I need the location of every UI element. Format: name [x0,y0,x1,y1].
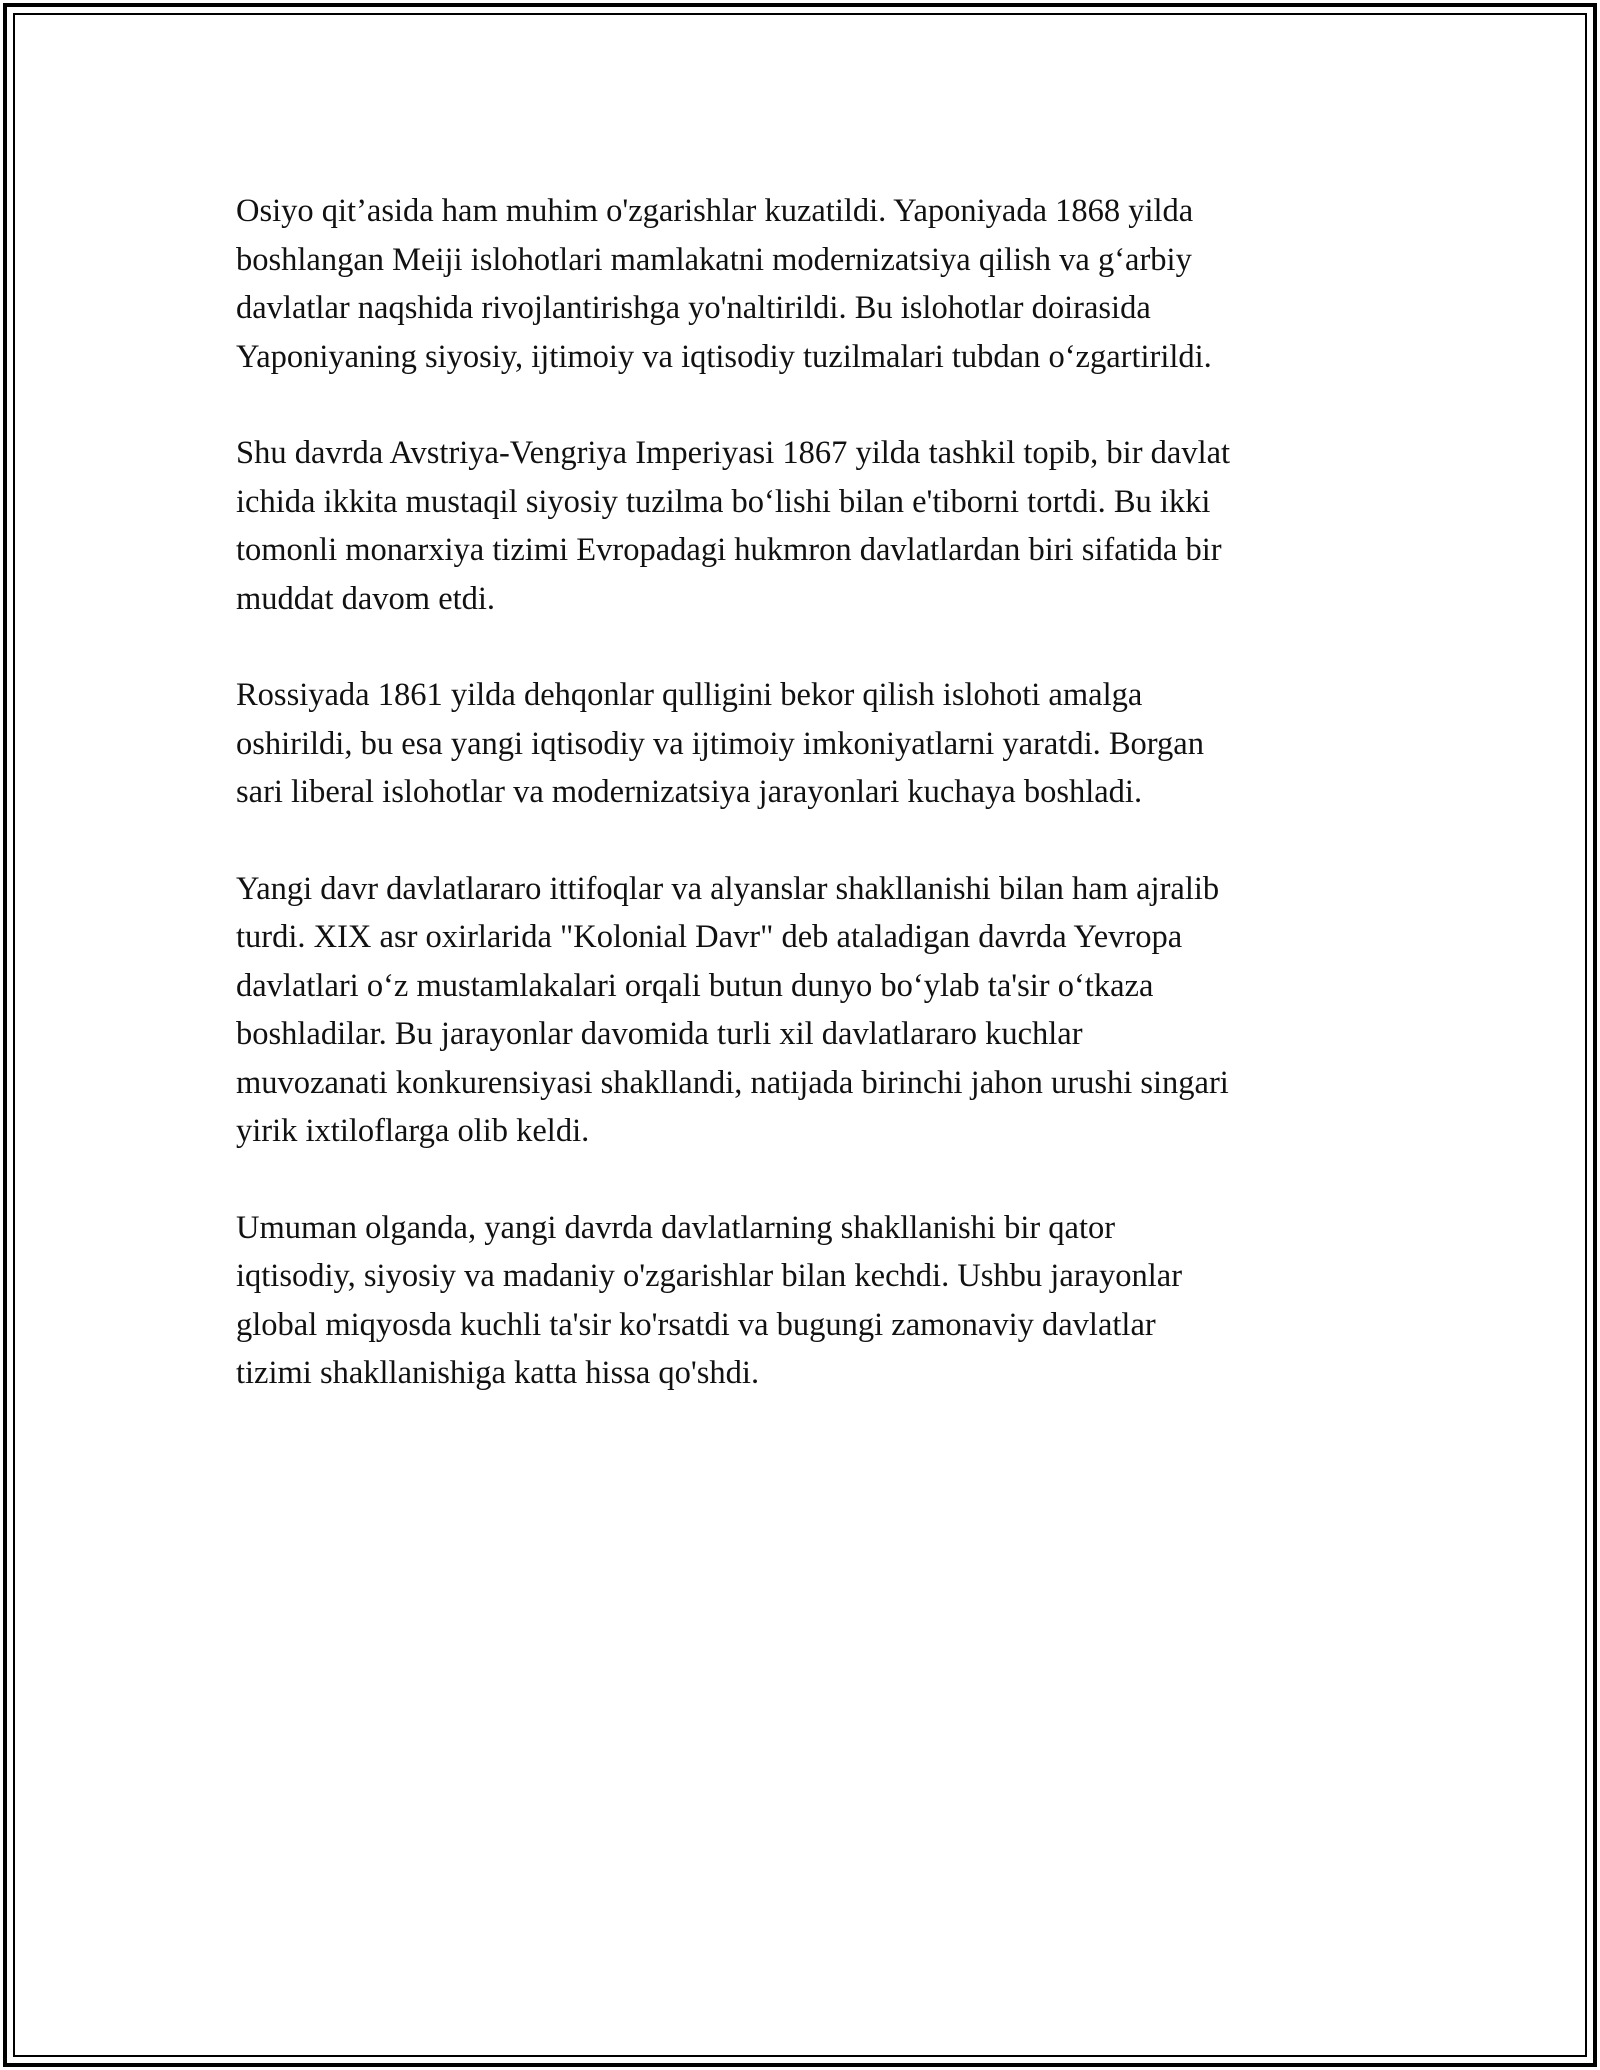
text-line: Shu davrda Avstriya-Vengriya Imperiyasi 1867 yilda tashkil topib, bir davlat [236,435,1231,471]
text-line: boshlangan Meiji islohotlari mamlakatni modernizatsiya qilish va g‘arbiy [236,241,1192,278]
text-line: boshladilar. Bu jarayonlar davomida turli xil davlatlararo kuchlar [236,1016,1083,1052]
text-line: sari liberal islohotlar va modernizatsiya jarayonlari kuchaya boshladi. [236,774,1143,810]
text-line: Yaponiyaning siyosiy, ijtimoiy va iqtisodiy tuzilmalari tubdan o‘zgartirildi. [236,338,1212,375]
text-line: Osiyo qit’asida ham muhim o'zgarishlar kuzatildi. Yaponiyada 1868 yilda [236,193,1194,229]
paragraph-russia [236,671,1376,817]
paragraph-conclusion [236,1204,1376,1398]
text-line: tizimi shakllanishiga katta hissa qo'shdi. [236,1355,760,1391]
document-body [236,187,1376,1446]
text-line: muvozanati konkurensiyasi shakllandi, natijada birinchi jahon urushi singari [236,1064,1229,1101]
text-line: Umuman olganda, yangi davrda davlatlarning shakllanishi bir qator [236,1209,1116,1246]
text-line: oshirildi, bu esa yangi iqtisodiy va ijtimoiy imkoniyatlarni yaratdi. Borgan [236,725,1204,762]
paragraph-alliances [236,865,1376,1156]
text-line: turdi. XIX asr oxirlarida "Kolonial Davr" deb ataladigan davrda Yevropa [236,919,1183,955]
text-line: ichida ikkita mustaqil siyosiy tuzilma bo‘lishi bilan e'tiborni tortdi. Bu ikki [236,483,1211,520]
text-line: Yangi davr davlatlararo ittifoqlar va alyanslar shakllanishi bilan ham ajralib [236,870,1220,907]
text-line: Rossiyada 1861 yilda dehqonlar qulligini bekor qilish islohoti amalga [236,677,1143,713]
paragraph-meiji [236,187,1376,381]
paragraph-austria-hungary [236,429,1376,623]
text-line: yirik ixtiloflarga olib keldi. [236,1113,590,1149]
text-line: muddat davom etdi. [236,580,496,617]
text-line: tomonli monarxiya tizimi Evropadagi hukmron davlatlardan biri sifatida bir [236,532,1222,568]
text-line: iqtisodiy, siyosiy va madaniy o'zgarishlar bilan kechdi. Ushbu jarayonlar [236,1258,1183,1294]
text-line: global miqyosda kuchli ta'sir ko'rsatdi va bugungi zamonaviy davlatlar [236,1306,1156,1343]
text-line: davlatlari o‘z mustamlakalari orqali butun dunyo bo‘ylab ta'sir o‘tkaza [236,967,1154,1004]
text-line: davlatlar naqshida rivojlantirishga yo'naltirildi. Bu islohotlar doirasida [236,290,1151,326]
